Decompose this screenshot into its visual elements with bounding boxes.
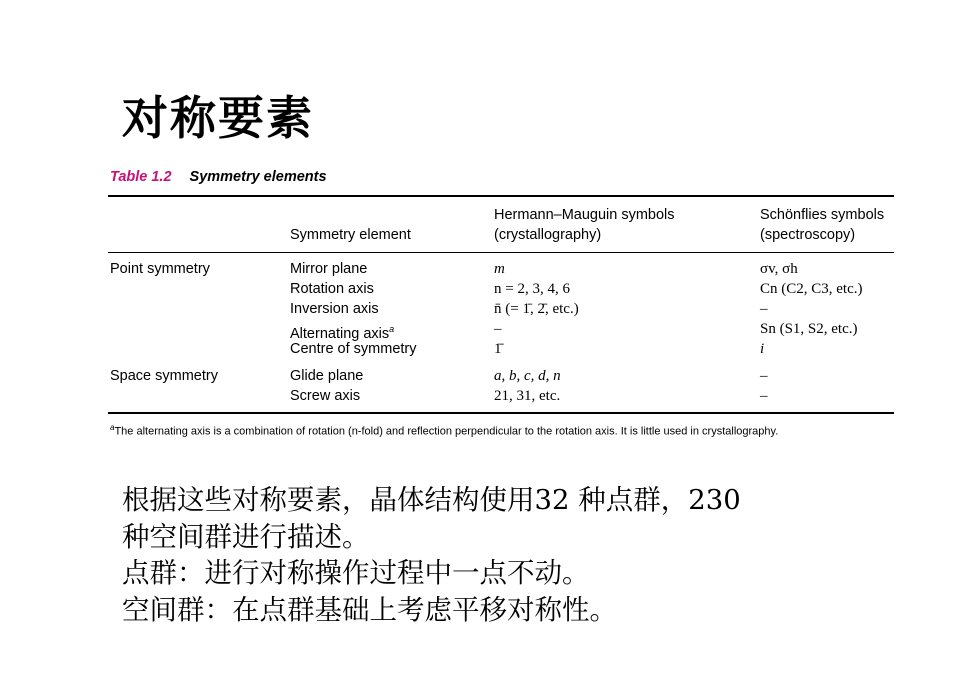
table-cell-element: Rotation axis	[290, 281, 374, 297]
table-header-rule	[108, 252, 894, 253]
alternating-axis-label: Alternating axis	[290, 325, 390, 342]
table-cell-element: Screw axis	[290, 388, 361, 404]
table-cell-hm: a, b, c, d, n	[494, 368, 561, 384]
table-cell-hm: 21, 31, etc.	[494, 388, 561, 404]
table-cell-hm: m	[494, 261, 505, 277]
table-cell-hm: –	[494, 321, 502, 337]
table-cell-schoenflies: –	[760, 301, 768, 317]
footnote-marker: a	[389, 324, 395, 334]
table-cell-schoenflies: Sn (S1, S2, etc.)	[760, 321, 858, 337]
table-cell-schoenflies: σv, σh	[760, 261, 798, 277]
header-schoenflies-line1: Schönflies symbols	[760, 207, 885, 223]
body-line: 根据这些对称要素，晶体结构使用32 种点群，230	[122, 484, 741, 516]
body-line: 种空间群进行描述。	[122, 520, 370, 553]
group-label-space-symmetry: Space symmetry	[110, 368, 218, 384]
table-footnote	[110, 423, 778, 438]
header-symmetry-element: Symmetry element	[290, 227, 411, 243]
table-bottom-rule	[108, 412, 894, 414]
header-hm-line2: (crystallography)	[494, 227, 602, 243]
table-caption-number: Table 1.2	[110, 169, 172, 185]
body-line: 空间群：在点群基础上考虑平移对称性。	[122, 593, 617, 626]
table-cell-hm: n = 2, 3, 4, 6	[494, 281, 570, 297]
body-line: 点群：进行对称操作过程中一点不动。	[122, 557, 590, 589]
table-cell-element: Inversion axis	[290, 301, 379, 317]
footnote-marker: a	[110, 423, 115, 432]
group-label-point-symmetry: Point symmetry	[110, 261, 210, 277]
table-cell-element: Glide plane	[290, 368, 364, 384]
table-cell-schoenflies: i	[760, 341, 765, 357]
table-caption-title: Symmetry elements	[189, 169, 327, 185]
body-text	[122, 482, 741, 628]
table-cell-element: Centre of symmetry	[290, 341, 417, 357]
table-cell-schoenflies: –	[760, 388, 768, 404]
slide-title: 对称要素	[122, 91, 314, 145]
header-schoenflies-line2: (spectroscopy)	[760, 227, 856, 243]
table-cell-schoenflies: Cn (C2, C3, etc.)	[760, 281, 863, 297]
table-top-rule	[108, 195, 894, 197]
table-cell-hm: 1̄	[494, 341, 502, 357]
table-caption	[110, 169, 327, 185]
table-footnote-text: The alternating axis is a combination of rotation (n-fold) and reflection perpendicular to the rotation axis. It is little used in crystallography.	[114, 425, 779, 438]
table-cell-schoenflies: –	[760, 368, 768, 384]
table-cell-element: Mirror plane	[290, 261, 368, 277]
header-hm-line1: Hermann–Mauguin symbols	[494, 207, 675, 223]
table-cell-hm: n̄ (= 1̄, 2̄, etc.)	[494, 301, 579, 317]
